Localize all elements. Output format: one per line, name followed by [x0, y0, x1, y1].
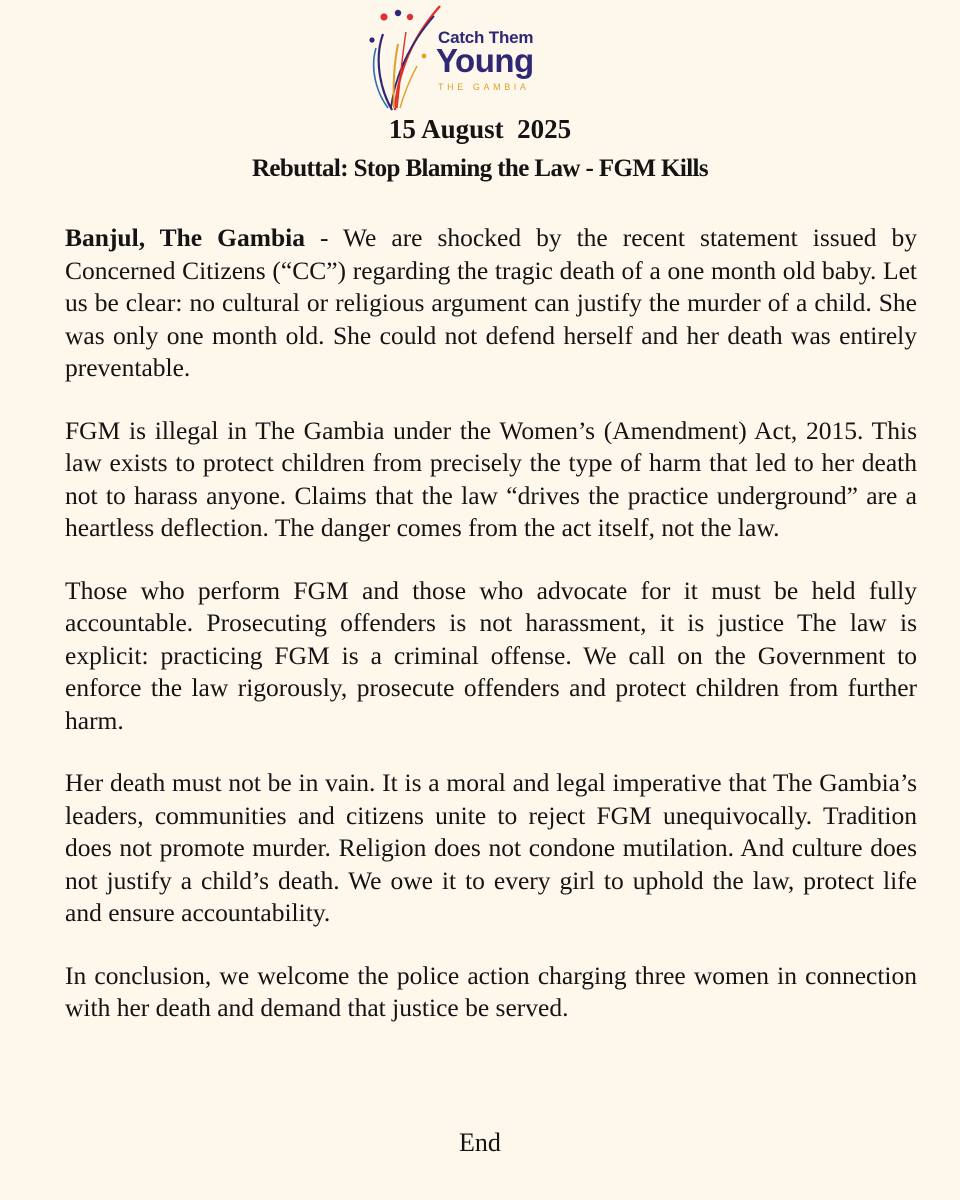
document-date: 15 August 2025 — [388, 114, 572, 144]
document-title: Rebuttal: Stop Blaming the Law - FGM Kills — [251, 155, 709, 182]
paragraph-1-text: - We are shocked by the recent statement issued by Concerned Citizens (“CC”) regarding the tragic death of a one month old baby. Let us be clear: no cultural or religious argument can justify the murder of a child. She was only one month old. She could not defend herself and her death was entirely preventable. — [65, 223, 917, 382]
end-marker: End — [459, 1128, 501, 1157]
logo-text-young: Young — [436, 42, 534, 79]
paragraph-2: FGM is illegal in The Gambia under the Women’s (Amendment) Act, 2015. This law exists to protect children from precisely the type of harm that led to her death not to harass anyone. Claims that the law “drives the practice underground” are a heartless deflection. The danger comes from the act itself, not the law. — [65, 415, 917, 542]
dateline: Banjul, The Gambia — [65, 223, 305, 252]
paragraph-4: Her death must not be in vain. It is a moral and legal imperative that The Gambia’s leaders, communities and citizens unite to reject FGM unequivocally. Tradition does not promote murder. Religion does not condone mutilation. And culture does not justify a child’s death. We owe it to every girl to uphold the law, protect life and ensure accountability. — [65, 768, 917, 927]
paragraph-3: Those who perform FGM and those who advocate for it must be held fully accountable. Prosecuting offenders is not harassment, it is justice The law is explicit: practicing FGM is a criminal offense. We call on the Government to enforce the law rigorously, prosecute offenders and protect children from further harm. — [65, 575, 917, 735]
figures-logo-icon — [362, 4, 442, 114]
catch-them-young-logo — [362, 4, 602, 114]
paragraph-1 — [65, 222, 917, 385]
logo-text-catch-them: Catch Them — [438, 28, 534, 47]
paragraph-5: In conclusion, we welcome the police action charging three women in connection with her death and demand that justice be served. — [65, 960, 917, 1022]
logo-text-the-gambia: THE GAMBIA — [438, 82, 530, 92]
document-body — [65, 222, 917, 1025]
